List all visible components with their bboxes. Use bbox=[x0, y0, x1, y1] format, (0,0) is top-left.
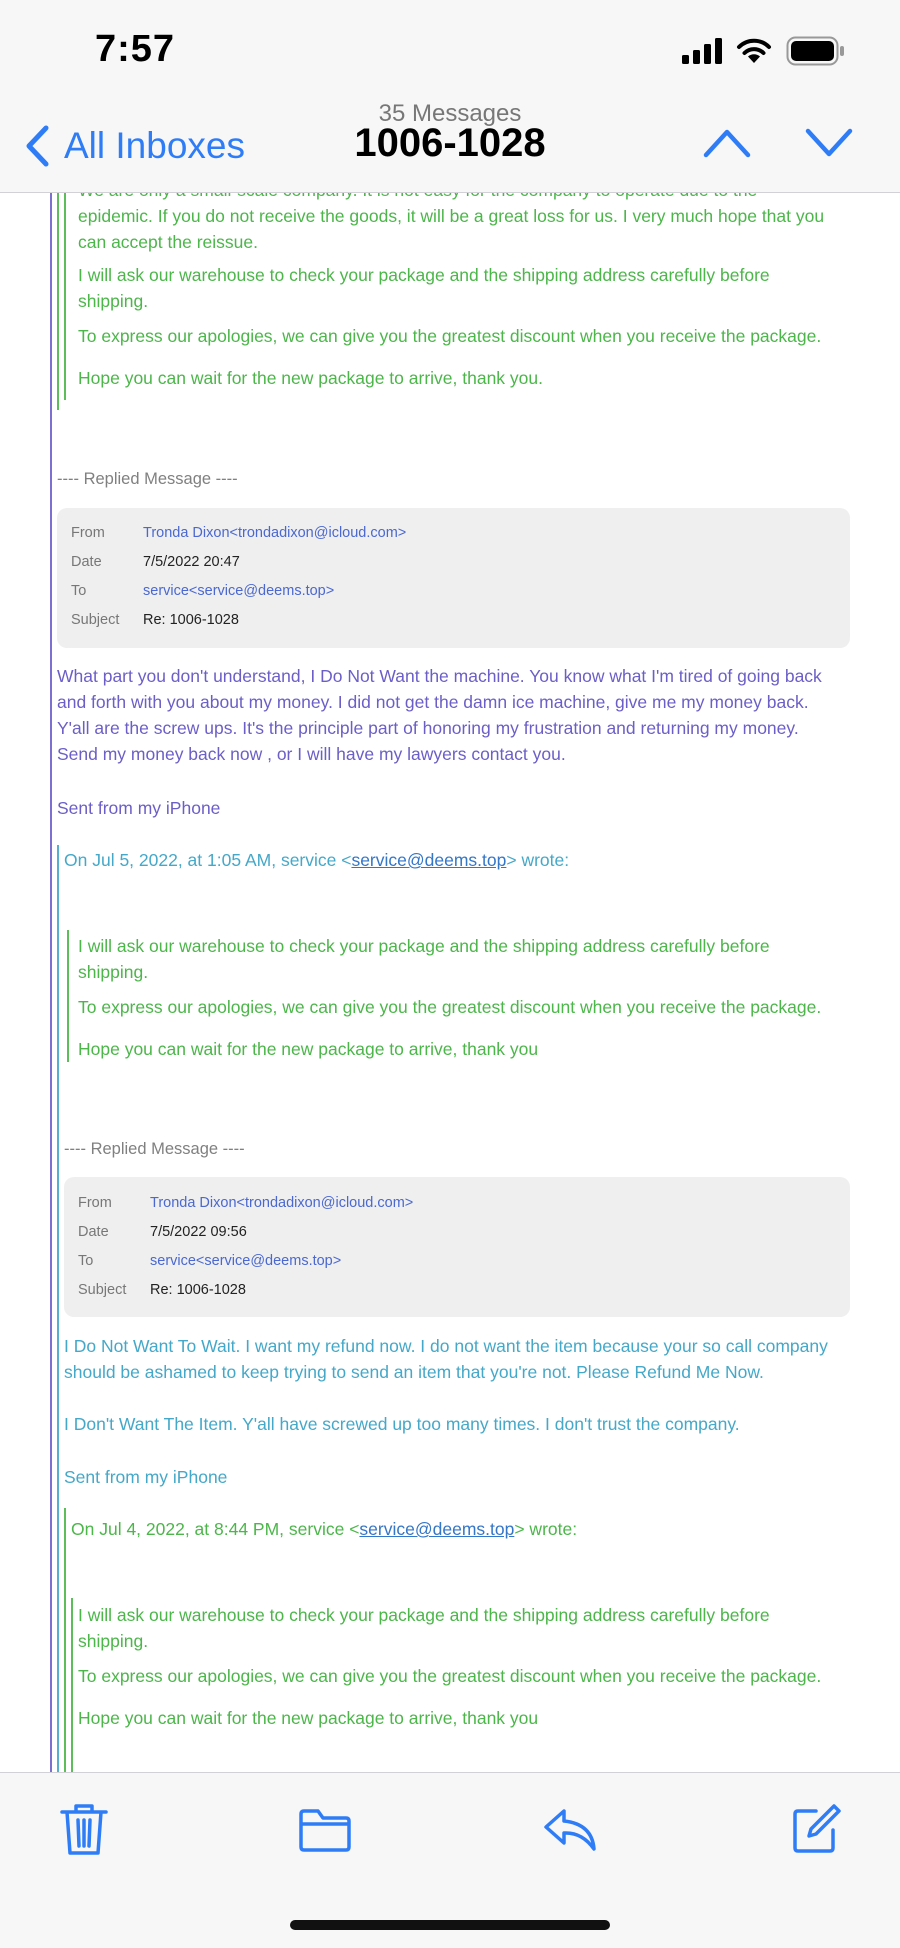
home-indicator bbox=[290, 1920, 610, 1930]
from-value[interactable]: Tronda Dixon<trondadixon@icloud.com> bbox=[150, 1195, 414, 1211]
quoted-text: can accept the reissue. bbox=[78, 232, 258, 252]
header-label: From bbox=[78, 1195, 112, 1211]
quoted-text: To express our apologies, we can give you the greatest discount when you receive the package. bbox=[78, 1666, 822, 1686]
next-message-button[interactable] bbox=[804, 126, 854, 160]
message-count: 35 Messages bbox=[378, 100, 522, 127]
date-value: 7/5/2022 09:56 bbox=[150, 1224, 247, 1240]
quoted-text: shipping. bbox=[78, 1631, 149, 1651]
status-time: 7:57 bbox=[95, 28, 176, 70]
to-value[interactable]: service<service@deems.top> bbox=[143, 583, 335, 599]
message-text: Send my money back now , or I will have my lawyers contact you. bbox=[57, 744, 566, 764]
reply-icon[interactable] bbox=[542, 1807, 598, 1853]
wrote-line: On Jul 4, 2022, at 8:44 PM, service <service@deems.top> wrote: bbox=[71, 1519, 578, 1539]
header-label: Subject bbox=[71, 612, 120, 628]
navigation-bar bbox=[0, 0, 900, 193]
quoted-text: I will ask our warehouse to check your package and the shipping address carefully before bbox=[78, 936, 770, 956]
wrote-line: On Jul 5, 2022, at 1:05 AM, service <service@deems.top> wrote: bbox=[64, 850, 570, 870]
quoted-text: Hope you can wait for the new package to arrive, thank you. bbox=[78, 368, 543, 388]
header-label: To bbox=[71, 583, 87, 599]
replied-separator: ---- Replied Message ---- bbox=[57, 470, 238, 488]
header-label: To bbox=[78, 1253, 94, 1269]
cellular-signal-icon bbox=[682, 38, 724, 64]
quoted-text: epidemic. If you do not receive the goods, it will be a great loss for us. I very much hope that you bbox=[78, 206, 825, 226]
date-value: 7/5/2022 20:47 bbox=[143, 554, 240, 570]
quoted-text: Hope you can wait for the new package to arrive, thank you bbox=[78, 1708, 539, 1728]
message-text: Y'all are the screw ups. It's the principle part of honoring my frustration and returning my money. bbox=[57, 718, 799, 738]
quote-bar bbox=[50, 150, 52, 1772]
compose-icon[interactable] bbox=[790, 1803, 842, 1855]
email-link[interactable]: service@deems.top bbox=[351, 850, 507, 870]
quote-bar bbox=[64, 1508, 66, 1772]
header-label: Date bbox=[71, 554, 102, 570]
message-header bbox=[57, 508, 850, 648]
folder-icon[interactable] bbox=[297, 1807, 353, 1853]
quote-bar bbox=[71, 1598, 73, 1772]
message-text: and forth with you about my money. I did not get the damn ice machine, give me my money back. bbox=[57, 692, 809, 712]
replied-separator: ---- Replied Message ---- bbox=[64, 1140, 245, 1158]
header-label: From bbox=[71, 525, 105, 541]
previous-message-button[interactable] bbox=[702, 126, 752, 160]
message-text: should be ashamed to keep trying to send an item that you're not. Please Refund Me Now. bbox=[64, 1362, 764, 1382]
quoted-text: To express our apologies, we can give you the greatest discount when you receive the package. bbox=[78, 997, 822, 1017]
quoted-text: shipping. bbox=[78, 962, 149, 982]
message-header bbox=[64, 1177, 850, 1317]
to-value[interactable]: service<service@deems.top> bbox=[150, 1253, 342, 1269]
quoted-text: To express our apologies, we can give you the greatest discount when you receive the package. bbox=[78, 326, 822, 346]
signature: Sent from my iPhone bbox=[64, 1467, 228, 1487]
email-link[interactable]: service@deems.top bbox=[359, 1519, 515, 1539]
quote-bar bbox=[67, 930, 69, 1062]
quoted-text: I will ask our warehouse to check your package and the shipping address carefully before bbox=[78, 1605, 770, 1625]
battery-icon bbox=[786, 36, 846, 66]
header-label: Date bbox=[78, 1224, 109, 1240]
message-text: I Do Not Want To Wait. I want my refund now. I do not want the item because your so call company bbox=[64, 1336, 828, 1356]
message-text: What part you don't understand, I Do Not Want the machine. You know what I'm tired of going back bbox=[57, 666, 822, 686]
quoted-text: I will ask our warehouse to check your package and the shipping address carefully before bbox=[78, 265, 770, 285]
subject-value: Re: 1006-1028 bbox=[150, 1282, 246, 1298]
header-label: Subject bbox=[78, 1282, 127, 1298]
thread-title: 1006-1028 bbox=[354, 121, 546, 165]
quoted-text: shipping. bbox=[78, 291, 149, 311]
wifi-icon bbox=[736, 36, 772, 64]
back-label: All Inboxes bbox=[64, 125, 245, 166]
subject-value: Re: 1006-1028 bbox=[143, 612, 239, 628]
message-text: I Don't Want The Item. Y'all have screwed up too many times. I don't trust the company. bbox=[64, 1414, 740, 1434]
from-value[interactable]: Tronda Dixon<trondadixon@icloud.com> bbox=[143, 525, 407, 541]
quoted-text: Hope you can wait for the new package to arrive, thank you bbox=[78, 1039, 539, 1059]
trash-icon[interactable] bbox=[60, 1803, 108, 1857]
quote-bar bbox=[57, 845, 59, 1772]
signature: Sent from my iPhone bbox=[57, 798, 221, 818]
